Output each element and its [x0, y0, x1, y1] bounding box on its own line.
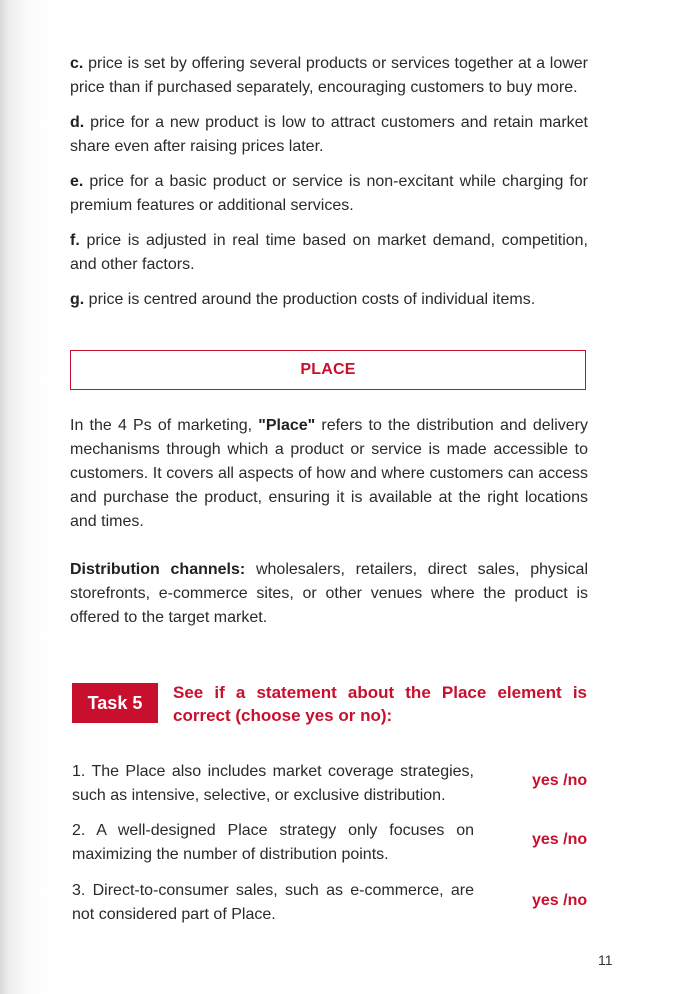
definition-text: price for a new product is low to attract customers and retain market share even after raising prices later.: [70, 114, 589, 155]
definition-text: price is set by offering several products or services together at a lower price than if purchased separately, encouraging customers to buy more.: [70, 55, 588, 96]
section-title: PLACE: [300, 361, 356, 378]
intro-term: "Place": [258, 417, 316, 434]
distribution-paragraph: [70, 558, 588, 630]
definition-letter: c.: [70, 55, 84, 72]
distribution-label: Distribution channels:: [70, 561, 246, 578]
definition-text: price is adjusted in real time based on market demand, competition, and other factors.: [70, 232, 588, 273]
definition-list: [70, 52, 588, 323]
definition-text: price is centred around the production costs of individual items.: [88, 291, 536, 308]
yes-no-choice[interactable]: yes /no: [532, 831, 588, 848]
definition-item: [70, 52, 588, 100]
question-item: 1. The Place also includes market coverage strategies, such as intensive, selective, or exclusive distribution.: [72, 763, 474, 804]
page-number: 11: [598, 952, 613, 968]
definition-letter: e.: [70, 173, 84, 190]
yes-no-choice[interactable]: yes /no: [532, 892, 588, 909]
intro-paragraph: [70, 414, 588, 534]
definition-item: [70, 111, 588, 159]
definition-letter: g.: [70, 291, 85, 308]
task-instruction: See if a statement about the Place element is correct (choose yes or no):: [173, 683, 587, 725]
definition-text: price for a basic product or service is non-excitant while charging for premium features or additional services.: [70, 173, 588, 214]
intro-after: refers to the distribution and delivery mechanisms through which a product or service is made accessible to customers. It covers all aspects of how and where customers can access and purchase the product, ensuring it is available at the right locations and times.: [70, 417, 589, 530]
task-badge-label: Task 5: [87, 692, 143, 713]
question-item: 3. Direct-to-consumer sales, such as e-commerce, are not considered part of Place.: [72, 882, 474, 923]
definition-letter: d.: [70, 114, 85, 131]
definition-item: [70, 229, 588, 277]
task-badge: [72, 683, 158, 723]
definition-item: [70, 288, 588, 312]
definition-item: [70, 170, 588, 218]
yes-no-choice[interactable]: yes /no: [532, 772, 588, 789]
definition-letter: f.: [70, 232, 80, 249]
question-item: 2. A well-designed Place strategy only focuses on maximizing the number of distribution points.: [72, 822, 474, 863]
distribution-text: wholesalers, retailers, direct sales, physical storefronts, e-commerce sites, or other venues where the product is offered to the target market.: [70, 561, 589, 626]
intro-before: In the 4 Ps of marketing,: [70, 417, 259, 434]
section-title-box: [70, 350, 586, 390]
